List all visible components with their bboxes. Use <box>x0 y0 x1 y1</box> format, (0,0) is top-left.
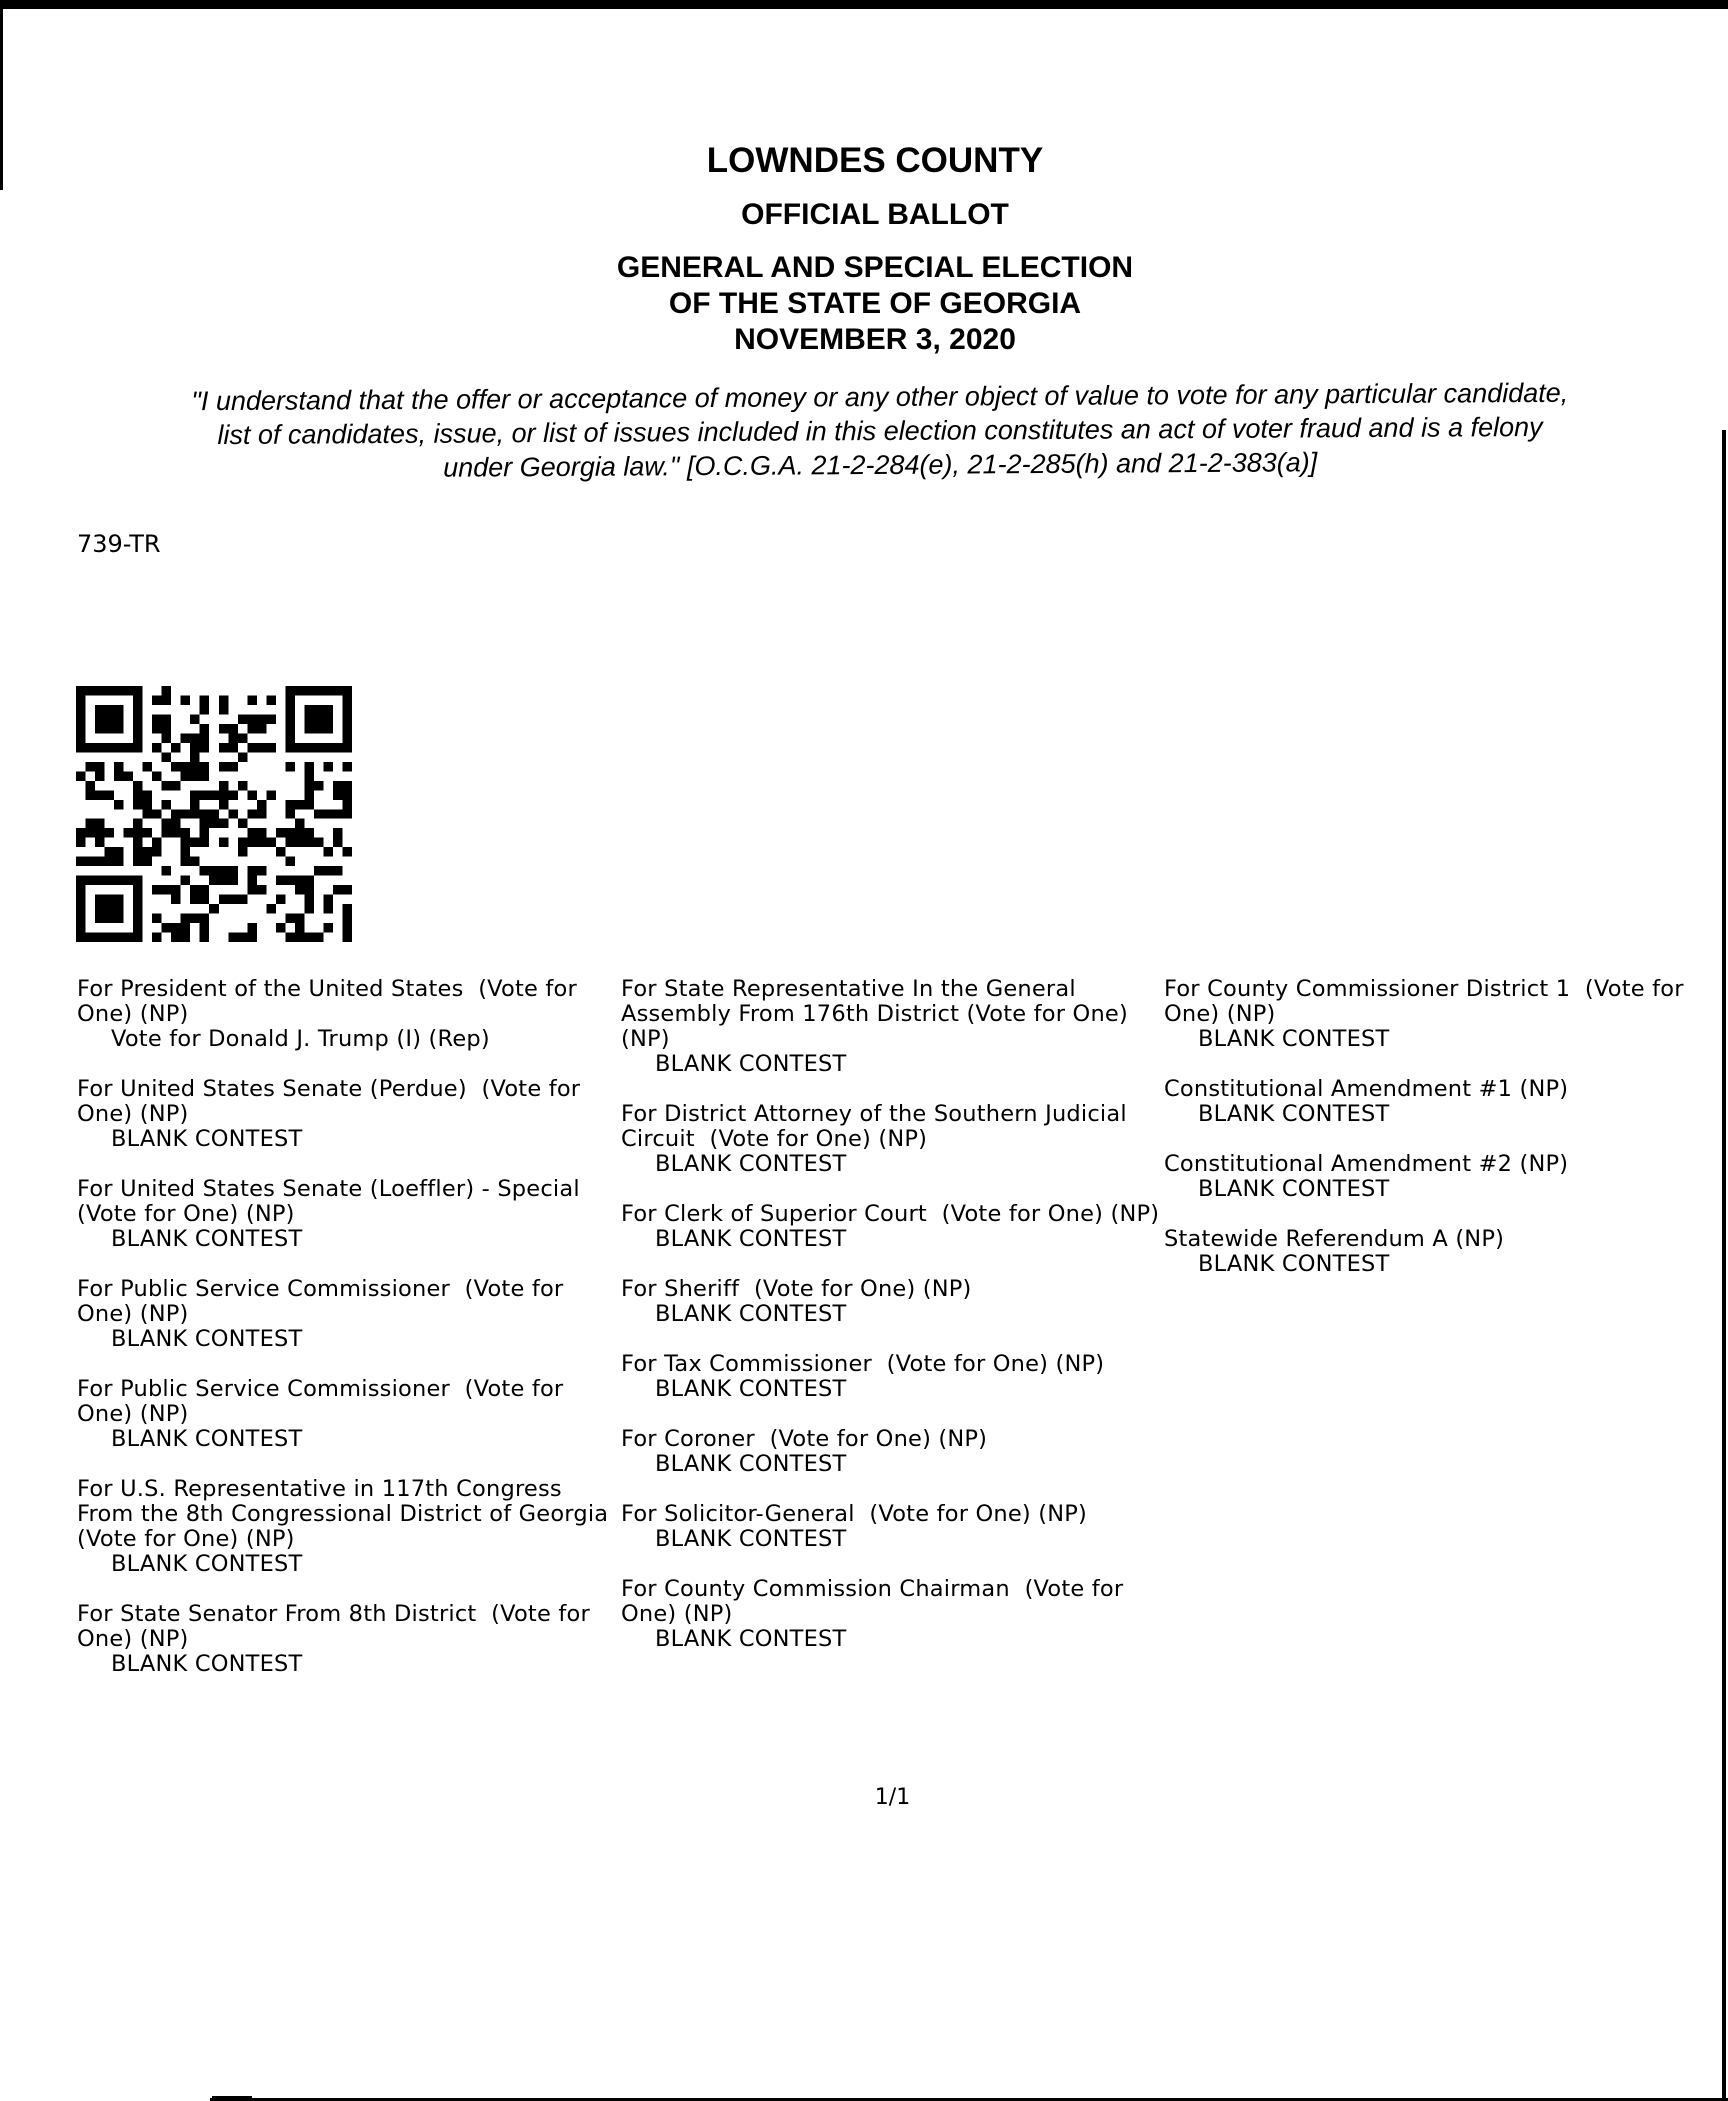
contest-title: Constitutional Amendment #2 (NP) <box>1164 1151 1569 1177</box>
contest-selection: BLANK CONTEST <box>655 1301 847 1327</box>
contest-title: For United States Senate (Loeffler) - Special (Vote for One) (NP) <box>77 1176 595 1227</box>
contest-item <box>77 1177 617 1252</box>
contest-selection: BLANK CONTEST <box>655 1376 847 1402</box>
contest-item <box>621 1427 1161 1477</box>
ballot-type-title: OFFICIAL BALLOT <box>741 198 1009 231</box>
contest-title: For Solicitor-General (Vote for One) (NP) <box>621 1501 1087 1527</box>
contest-title: For United States Senate (Perdue) (Vote for One) (NP) <box>77 1076 588 1127</box>
contest-selection: BLANK CONTEST <box>1198 1101 1390 1127</box>
oath-line-1: "I understand that the offer or acceptance of money or any other object of value to vote for any particular candidate, <box>191 377 1569 417</box>
contest-title: Statewide Referendum A (NP) <box>1164 1226 1505 1252</box>
contest-item <box>77 1602 617 1677</box>
scan-mark <box>212 2096 252 2098</box>
contest-item <box>621 1102 1161 1177</box>
contest-item <box>621 1202 1161 1252</box>
contest-item <box>77 1277 617 1352</box>
contest-item <box>621 1277 1161 1327</box>
contest-title: For Coroner (Vote for One) (NP) <box>621 1426 988 1452</box>
contest-item <box>621 977 1161 1077</box>
qr-code-icon <box>76 686 352 942</box>
contest-selection: BLANK CONTEST <box>1198 1251 1390 1277</box>
contest-selection: BLANK CONTEST <box>655 1451 847 1477</box>
contest-column-3 <box>1164 976 1692 1302</box>
contest-selection: BLANK CONTEST <box>655 1051 847 1077</box>
contest-column-1 <box>77 977 617 1702</box>
contest-title: For Public Service Commissioner (Vote for One) (NP) <box>77 1276 571 1327</box>
election-date: NOVEMBER 3, 2020 <box>734 323 1016 356</box>
contest-selection: BLANK CONTEST <box>111 1326 303 1352</box>
contest-title: For District Attorney of the Southern Judicial Circuit (Vote for One) (NP) <box>621 1101 1135 1152</box>
contest-title: For Sheriff (Vote for One) (NP) <box>621 1276 972 1302</box>
contest-item <box>77 1077 617 1152</box>
page-number: 1/1 <box>874 1785 911 1810</box>
contest-item <box>77 977 617 1052</box>
contest-item <box>77 1377 617 1452</box>
contest-column-2 <box>621 977 1161 1677</box>
county-title: LOWNDES COUNTY <box>706 141 1044 180</box>
contest-selection: BLANK CONTEST <box>655 1626 847 1652</box>
contest-title: For County Commissioner District 1 (Vote for One) (NP) <box>1164 976 1692 1027</box>
contest-selection: BLANK CONTEST <box>655 1526 847 1552</box>
contest-selection: BLANK CONTEST <box>111 1426 303 1452</box>
contest-selection: BLANK CONTEST <box>655 1226 847 1252</box>
contest-title: Constitutional Amendment #1 (NP) <box>1164 1076 1569 1102</box>
contest-title: For State Representative In the General Assembly From 176th District (Vote for One) (NP) <box>621 976 1136 1052</box>
contest-item <box>621 1352 1161 1402</box>
oath-line-2: list of candidates, issue, or list of issues included in this election constitutes an act of voter fraud and is a felony <box>217 411 1543 451</box>
contest-title: For County Commission Chairman (Vote for One) (NP) <box>621 1576 1131 1627</box>
contest-item <box>621 1502 1161 1552</box>
contest-selection: BLANK CONTEST <box>1198 1026 1390 1052</box>
contest-title: For Tax Commissioner (Vote for One) (NP) <box>621 1351 1105 1377</box>
contest-title: For U.S. Representative in 117th Congress From the 8th Congressional District of Georgia (Vote for One) (NP) <box>77 1476 616 1552</box>
contest-selection: BLANK CONTEST <box>1198 1176 1390 1202</box>
contest-item <box>77 1477 617 1577</box>
contest-title: For President of the United States (Vote for One) (NP) <box>77 976 585 1027</box>
oath-line-3: under Georgia law." [O.C.G.A. 21-2-284(e), 21-2-285(h) and 21-2-383(a)] <box>443 447 1318 483</box>
contest-selection: BLANK CONTEST <box>111 1126 303 1152</box>
contest-selection: BLANK CONTEST <box>111 1226 303 1252</box>
scan-border-top <box>0 0 1728 9</box>
contest-selection: BLANK CONTEST <box>655 1151 847 1177</box>
contest-item <box>1164 1227 1684 1277</box>
contest-item <box>1164 976 1692 1052</box>
contest-selection: Vote for Donald J. Trump (I) (Rep) <box>111 1026 490 1052</box>
election-line-2: OF THE STATE OF GEORGIA <box>668 287 1082 320</box>
contest-selection: BLANK CONTEST <box>111 1551 303 1577</box>
contest-title: For Public Service Commissioner (Vote for One) (NP) <box>77 1376 571 1427</box>
contest-item <box>1164 1152 1684 1202</box>
contest-item <box>1164 1077 1684 1127</box>
contest-selection: BLANK CONTEST <box>111 1651 303 1677</box>
scan-border-right <box>1722 430 1726 2101</box>
election-title <box>0 250 1728 358</box>
ballot-style-code: 739-TR <box>77 530 161 558</box>
contest-item <box>621 1577 1161 1652</box>
election-line-1: GENERAL AND SPECIAL ELECTION <box>616 251 1134 284</box>
contest-title: For Clerk of Superior Court (Vote for One) (NP) <box>621 1201 1160 1227</box>
voter-fraud-statement <box>60 375 1701 487</box>
contest-title: For State Senator From 8th District (Vote for One) (NP) <box>77 1601 598 1652</box>
